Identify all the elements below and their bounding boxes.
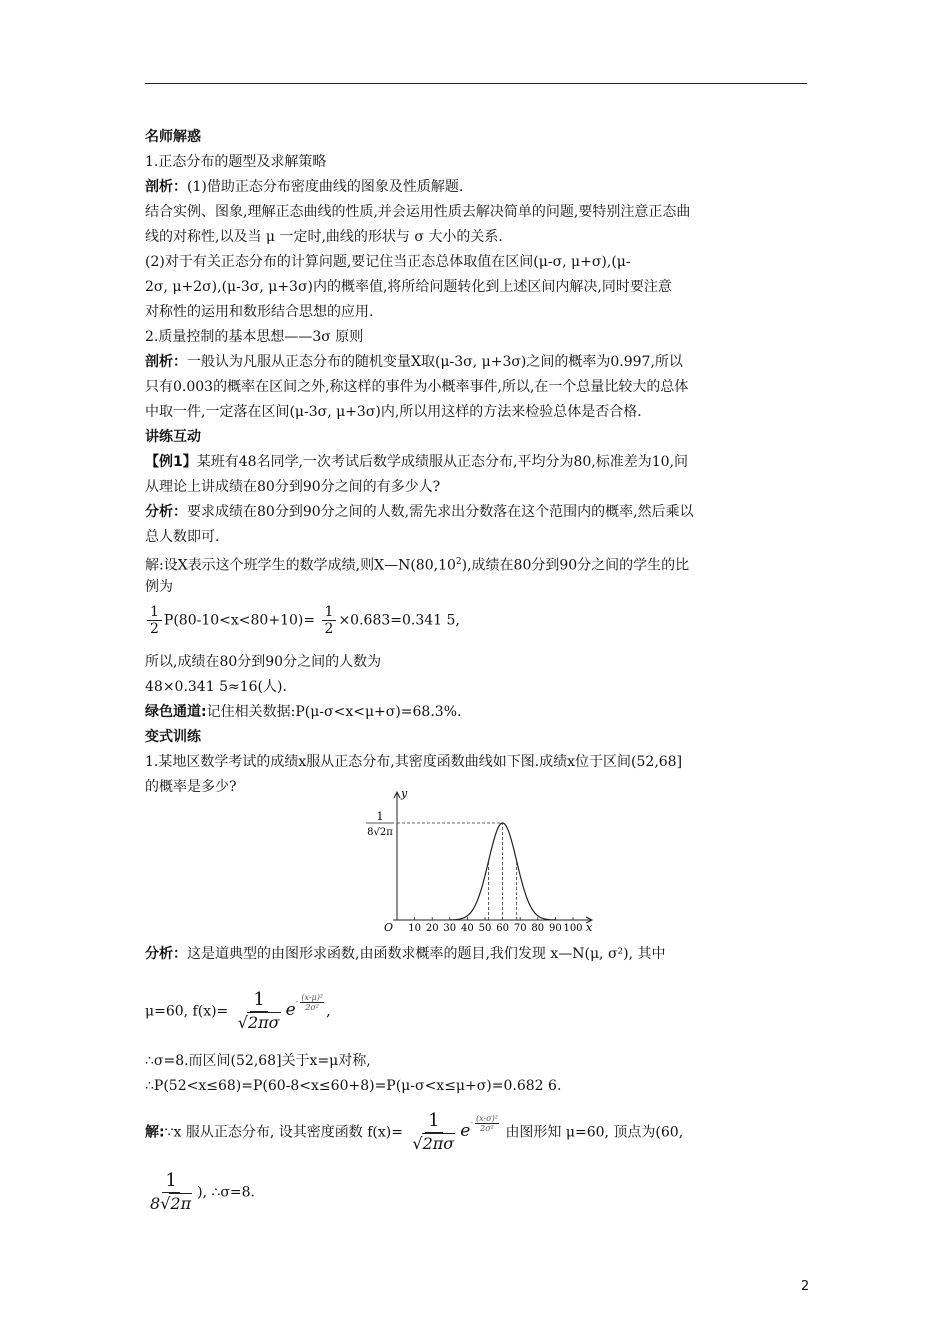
- y-axis-label: y: [401, 787, 408, 800]
- label-fenxi: 分析：: [145, 504, 187, 520]
- header-rule: [145, 83, 807, 84]
- label-example-1: 【例1】: [145, 454, 197, 470]
- x-tick-label-20: 20: [425, 923, 439, 934]
- line-8: 2.质量控制的基本思想——3σ 原则: [145, 329, 364, 345]
- fraction-half-2: $\frac{1}{2}$: [322, 604, 337, 637]
- fraction-half: $\frac{1}{2}$: [147, 604, 162, 637]
- x-tick-label-10: 10: [408, 923, 421, 934]
- line-21: 绿色通道:记住相关数据:P(μ-σ<x<μ+σ)=68.3%.: [145, 704, 462, 720]
- x-tick-label-60: 60: [496, 923, 509, 934]
- line-5: (2)对于有关正态分布的计算问题,要记住当正态总体取值在区间(μ-σ, μ+σ),(μ-: [145, 254, 631, 270]
- line-4: 线的对称性,以及当 μ 一定时,曲线的形状与 σ 大小的关系.: [145, 229, 503, 245]
- label-pouxi: 剖析：: [145, 179, 187, 195]
- line-18-formula: $\frac{1}{2}$ P(80-10<x<80+10)= $\frac{1}{2}$ ×0.683=0.341 5,: [145, 604, 460, 637]
- line-19: 所以,成绩在80分到90分之间的人数为: [145, 654, 382, 670]
- line-10: 只有0.003的概率在区间之外,称这样的事件为小概率事件,所以,在一个总量比较大的总体: [145, 379, 689, 395]
- line-6: 2σ, μ+2σ),(μ-3σ, μ+3σ)内的概率值,将所给问题转化到上述区间内解决,同时要注意: [145, 279, 672, 295]
- line-23: 的概率是多少?: [145, 779, 237, 795]
- label-lvse: 绿色通道:: [145, 704, 207, 720]
- exponential-term: e - $\frac{\text{(x-μ)²}}{\text{2σ²}}$: [285, 992, 324, 1020]
- x-tick-label-80: 80: [531, 923, 545, 934]
- heading-bianshi: 变式训练: [145, 729, 201, 745]
- line-2: 剖析：(1)借助正态分布密度曲线的图象及性质解题.: [145, 179, 464, 195]
- line-3: 结合实例、图象,理解正态曲线的性质,并会运用性质去解决简单的问题,要特别注意正态曲: [145, 204, 691, 220]
- normal-curve-chart: [360, 786, 600, 936]
- label-fenxi-2: 分析：: [145, 946, 187, 962]
- y-tick-numerator: 1: [376, 810, 384, 823]
- line-17: 例为: [145, 579, 173, 595]
- line-24: 分析：这是道典型的由图形求函数,由函数求概率的题目,我们发现 x—N(μ, σ²), 其中: [145, 946, 666, 962]
- line-1: 1.正态分布的题型及求解策略: [145, 154, 327, 170]
- line-20: 48×0.341 5≈16(人).: [145, 679, 287, 695]
- y-tick-denominator: 8√2π: [367, 827, 393, 838]
- origin-label: O: [384, 921, 394, 934]
- x-tick-label-70: 70: [513, 923, 527, 934]
- line-14: 分析：要求成绩在80分到90分之间的人数,需先求出分数落在这个范围内的概率,然后乘以: [145, 504, 694, 520]
- x-tick-label-30: 30: [443, 923, 457, 934]
- line-27: ∴P(52<x≤68)=P(60-8<x≤60+8)=P(μ-σ<x≤μ+σ)=0.682 6.: [145, 1078, 562, 1094]
- line-13: 从理论上讲成绩在80分到90分之间的有多少人?: [145, 479, 441, 495]
- page-number: 2: [801, 1279, 810, 1294]
- x-tick-label-100: 100: [563, 923, 583, 934]
- heading-jianglian: 讲练互动: [145, 429, 201, 445]
- line-12: 【例1】某班有48名同学,一次考试后数学成绩服从正态分布,平均分为80,标准差为10,问: [145, 454, 688, 470]
- vertex-fraction: $\frac{1}{8√2\pi}$: [150, 1170, 192, 1213]
- line-26: ∴σ=8.而区间(52,68]关于x=μ对称,: [145, 1053, 371, 1069]
- x-tick-label-50: 50: [478, 923, 492, 934]
- line-7: 对称性的运用和数形结合思想的应用.: [145, 304, 374, 320]
- heading-mingshi: 名师解惑: [145, 129, 201, 145]
- line-9: 剖析：一般认为凡服从正态分布的随机变量X取(μ-3σ, μ+3σ)之间的概率为0.997,所以: [145, 354, 683, 370]
- x-tick-label-40: 40: [461, 923, 474, 934]
- x-tick-label-90: 90: [549, 923, 562, 934]
- density-fraction-2: $\frac{1}{√2\pi\sigma}$: [412, 1110, 455, 1153]
- line-11: 中取一件,一定落在区间(μ-3σ, μ+3σ)内,所以用这样的方法来检验总体是否合格.: [145, 404, 642, 420]
- line-22: 1.某地区数学考试的成绩x服从正态分布,其密度函数曲线如下图.成绩x位于区间(52,68]: [145, 754, 683, 770]
- line-29-formula: $\frac{1}{8√2\pi}$ ), ∴σ=8.: [145, 1170, 255, 1215]
- line-28-formula: 解:∵x 服从正态分布, 设其密度函数 f(x)= $\frac{1}{√2\pi\sigma}$ e - $\frac{\text{(x-σ)²}}{\text{2σ²}}$ 由图形知 μ=60, 顶点为(60,: [145, 1109, 683, 1156]
- density-fraction: $\frac{1}{√2\pi\sigma}$: [237, 989, 280, 1032]
- exponential-term-2: e - $\frac{\text{(x-σ)²}}{\text{2σ²}}$: [460, 1113, 498, 1141]
- line-15: 总人数即可.: [145, 529, 220, 545]
- x-axis-label: x: [586, 921, 593, 934]
- label-pouxi-2: 剖析：: [145, 354, 187, 370]
- label-jie: 解:: [145, 1124, 165, 1141]
- line-25-formula: μ=60, f(x)= $\frac{1}{√2\pi\sigma}$ e - $\frac{\text{(x-μ)²}}{\text{2σ²}}$ ,: [145, 988, 331, 1035]
- line-16: 解:设X表示这个班学生的数学成绩,则X—N(80,10$^2$),成绩在80分到90分之间的学生的比: [145, 557, 690, 574]
